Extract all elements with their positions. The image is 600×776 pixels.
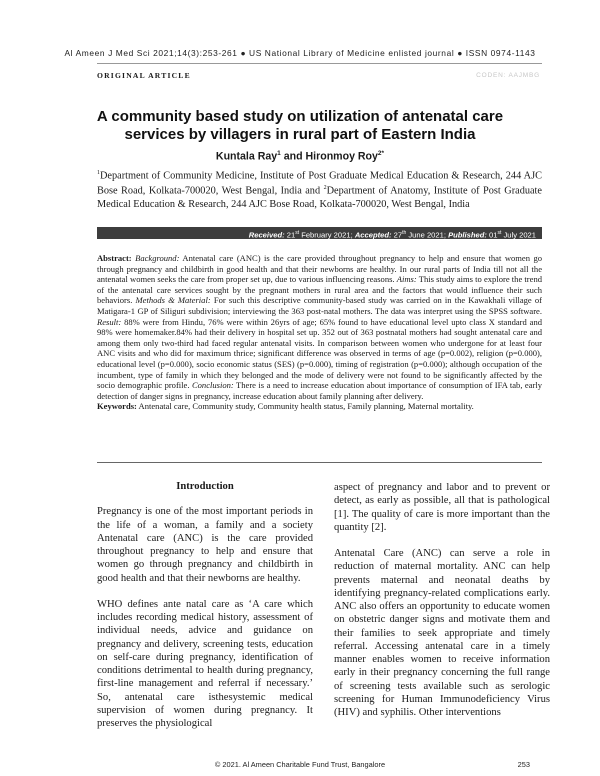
methods-label: Methods & Material: [135, 295, 211, 306]
published-ordinal: st [497, 230, 502, 236]
author-conjunction: and [280, 150, 306, 163]
author-name: Hironmoy Roy [305, 150, 378, 163]
published-day: 01 [486, 230, 498, 240]
dates-bar [97, 227, 542, 239]
article-title: A community based study on utilization of antenatal care services by villagers in rural part of Eastern India [96, 108, 504, 143]
affil-mark: 1 [97, 170, 100, 176]
page-number: 253 [517, 760, 530, 769]
received-day: 21 [284, 230, 296, 240]
published-rest: July 2021 [501, 230, 536, 240]
abstract-divider [97, 462, 542, 463]
received-label: Received: [248, 230, 285, 240]
published-label: Published: [448, 230, 487, 240]
aims-text: This study aims to explore the trend of the antenatal care services sought by the pregnant mothers in rural area and the factors that would influence their such behaviors. [97, 274, 542, 306]
accepted-day: 27 [391, 230, 403, 240]
header-divider [97, 63, 542, 64]
running-head: Al Ameen J Med Sci 2021;14(3):253-261 ● US National Library of Medicine enlisted journal ● ISSN 0974-1143 [64, 48, 536, 58]
paragraph: WHO defines ante natal care as ‘A care which includes recording medical history, assessment of individual needs, advice and guidance on pregnancy and delivery, screening tests, education on self-care during pregnancy, identification of conditions detrimental to health during pregnancy, first-line management and referral if necessary.’ So, antenatal care isthesystemic medical supervision of women during pregnancy. It preserves the physiological [97, 598, 313, 729]
aims-label: Aims: [396, 274, 417, 285]
methods-text: For such this descriptive community-based study was carried on in the Kawakhali village of Matigara-1 GP of Siliguri subdivision; interviewing the 363 post-natal mothers. The data was interpret using the SPSS software. [97, 295, 543, 316]
coden: CODEN: AAJMBG [476, 72, 540, 79]
background-text: Antenatal care (ANC) is the care provided throughout pregnancy to help and ensure that women go through pregnancy and childbirth in good health and that their newborns are healthy. In our rural parts of India till not all the antenatal women seeks the care from proper set up, due to various influencing reasons. [97, 253, 542, 285]
accepted-label: Accepted: [354, 230, 392, 240]
author-affil-mark: 1 [277, 150, 281, 157]
affiliation-text: Department of Anatomy, Institute of Post Graduate Medical Education & Research, 244 AJC Bose Road, Kolkata-700020, West Bengal, India [97, 185, 542, 210]
abstract [97, 253, 542, 412]
accepted-ordinal: th [402, 230, 407, 236]
conclusion-text: There is a need to increase education about importance of consumption of IFA tab, early detection of danger signs in pregnancy, increase education about family planning after delivery. [97, 380, 542, 401]
affiliations [97, 167, 542, 211]
author-affil-mark: 2* [377, 150, 385, 157]
background-label: Background: [135, 253, 180, 263]
body-column-left [97, 480, 313, 743]
paragraph: Antenatal Care (ANC) can serve a role in reduction of maternal mortality. ANC can help prevents maternal and neonatal deaths by identifying pregnancy-related complications early. ANC also offers an opportunity to educate women on obstetric danger signs and motivate them and their families to seek appropriate and timely referral. Accessing antenatal care in a timely manner enables women to receive information early in their pregnancy concerning the full range of screening tests available such as serologic screening for Human Immunodeficiency Virus (HIV) and syphilis. Other interventions [334, 548, 550, 718]
affiliation-text: Department of Community Medicine, Institute of Post Graduate Medical Education & Research, 244 AJC Bose Road, Kolkata-700020, West Bengal, India and [97, 170, 542, 197]
keywords [97, 401, 542, 412]
paragraph: Pregnancy is one of the most important periods in the life of a woman, a family and a society Antenatal care (ANC) is the care provided throughout pregnancy to help and ensure that women go through pregnancy and childbirth in good health and that their newborns are healthy. [97, 506, 313, 584]
author-name: Kuntala Ray [215, 150, 278, 163]
copyright: © 2021. Al Ameen Charitable Fund Trust, Bangalore [214, 760, 386, 769]
abstract-label: Abstract: [97, 253, 132, 263]
conclusion-label: Conclusion: [191, 380, 234, 391]
body-column-right [334, 481, 550, 732]
keywords-label: Keywords: [97, 401, 137, 412]
section-label: ORIGINAL ARTICLE [97, 71, 191, 80]
affil-mark: 2 [323, 185, 327, 192]
result-text: 88% were from Hindu, 76% were within 26yrs of age; 65% found to have educational level upto class X standard and 98% were homemaker.84% had their delivery in hospital set up. 352 out of 363 postnatal mothers had sought antenatal care and among them only two-third had faced regular antenatal visits. In comparison between women who undergone for at least four ANC visits and who did for maximum thrice; significant difference was observed in terms of age (p=0.002), religion (p=0.000), educational level (p=0.000), socio economic status (SES) (p=0.000), timing of registration (p=0.000); although occupation of the incumbent, type of family in which they belonged and the mode of delivery were not found to be significantly affected by the socio demographic profile. [97, 316, 542, 391]
paragraph: aspect of pregnancy and labor and to prevent or detect, as early as possible, all that is pathological [1]. The quality of care is more important than the quantity [2]. [334, 482, 550, 533]
accepted-rest: June 2021; [406, 230, 446, 240]
result-label: Result: [97, 316, 122, 327]
author-line [0, 150, 600, 163]
abstract-body [97, 253, 542, 401]
keywords-text: Antenatal care, Community study, Community health status, Family planning, Maternal mortality. [136, 401, 474, 412]
section-heading: Introduction [176, 481, 234, 492]
received-rest: February 2021; [299, 230, 353, 240]
received-ordinal: st [295, 230, 300, 236]
